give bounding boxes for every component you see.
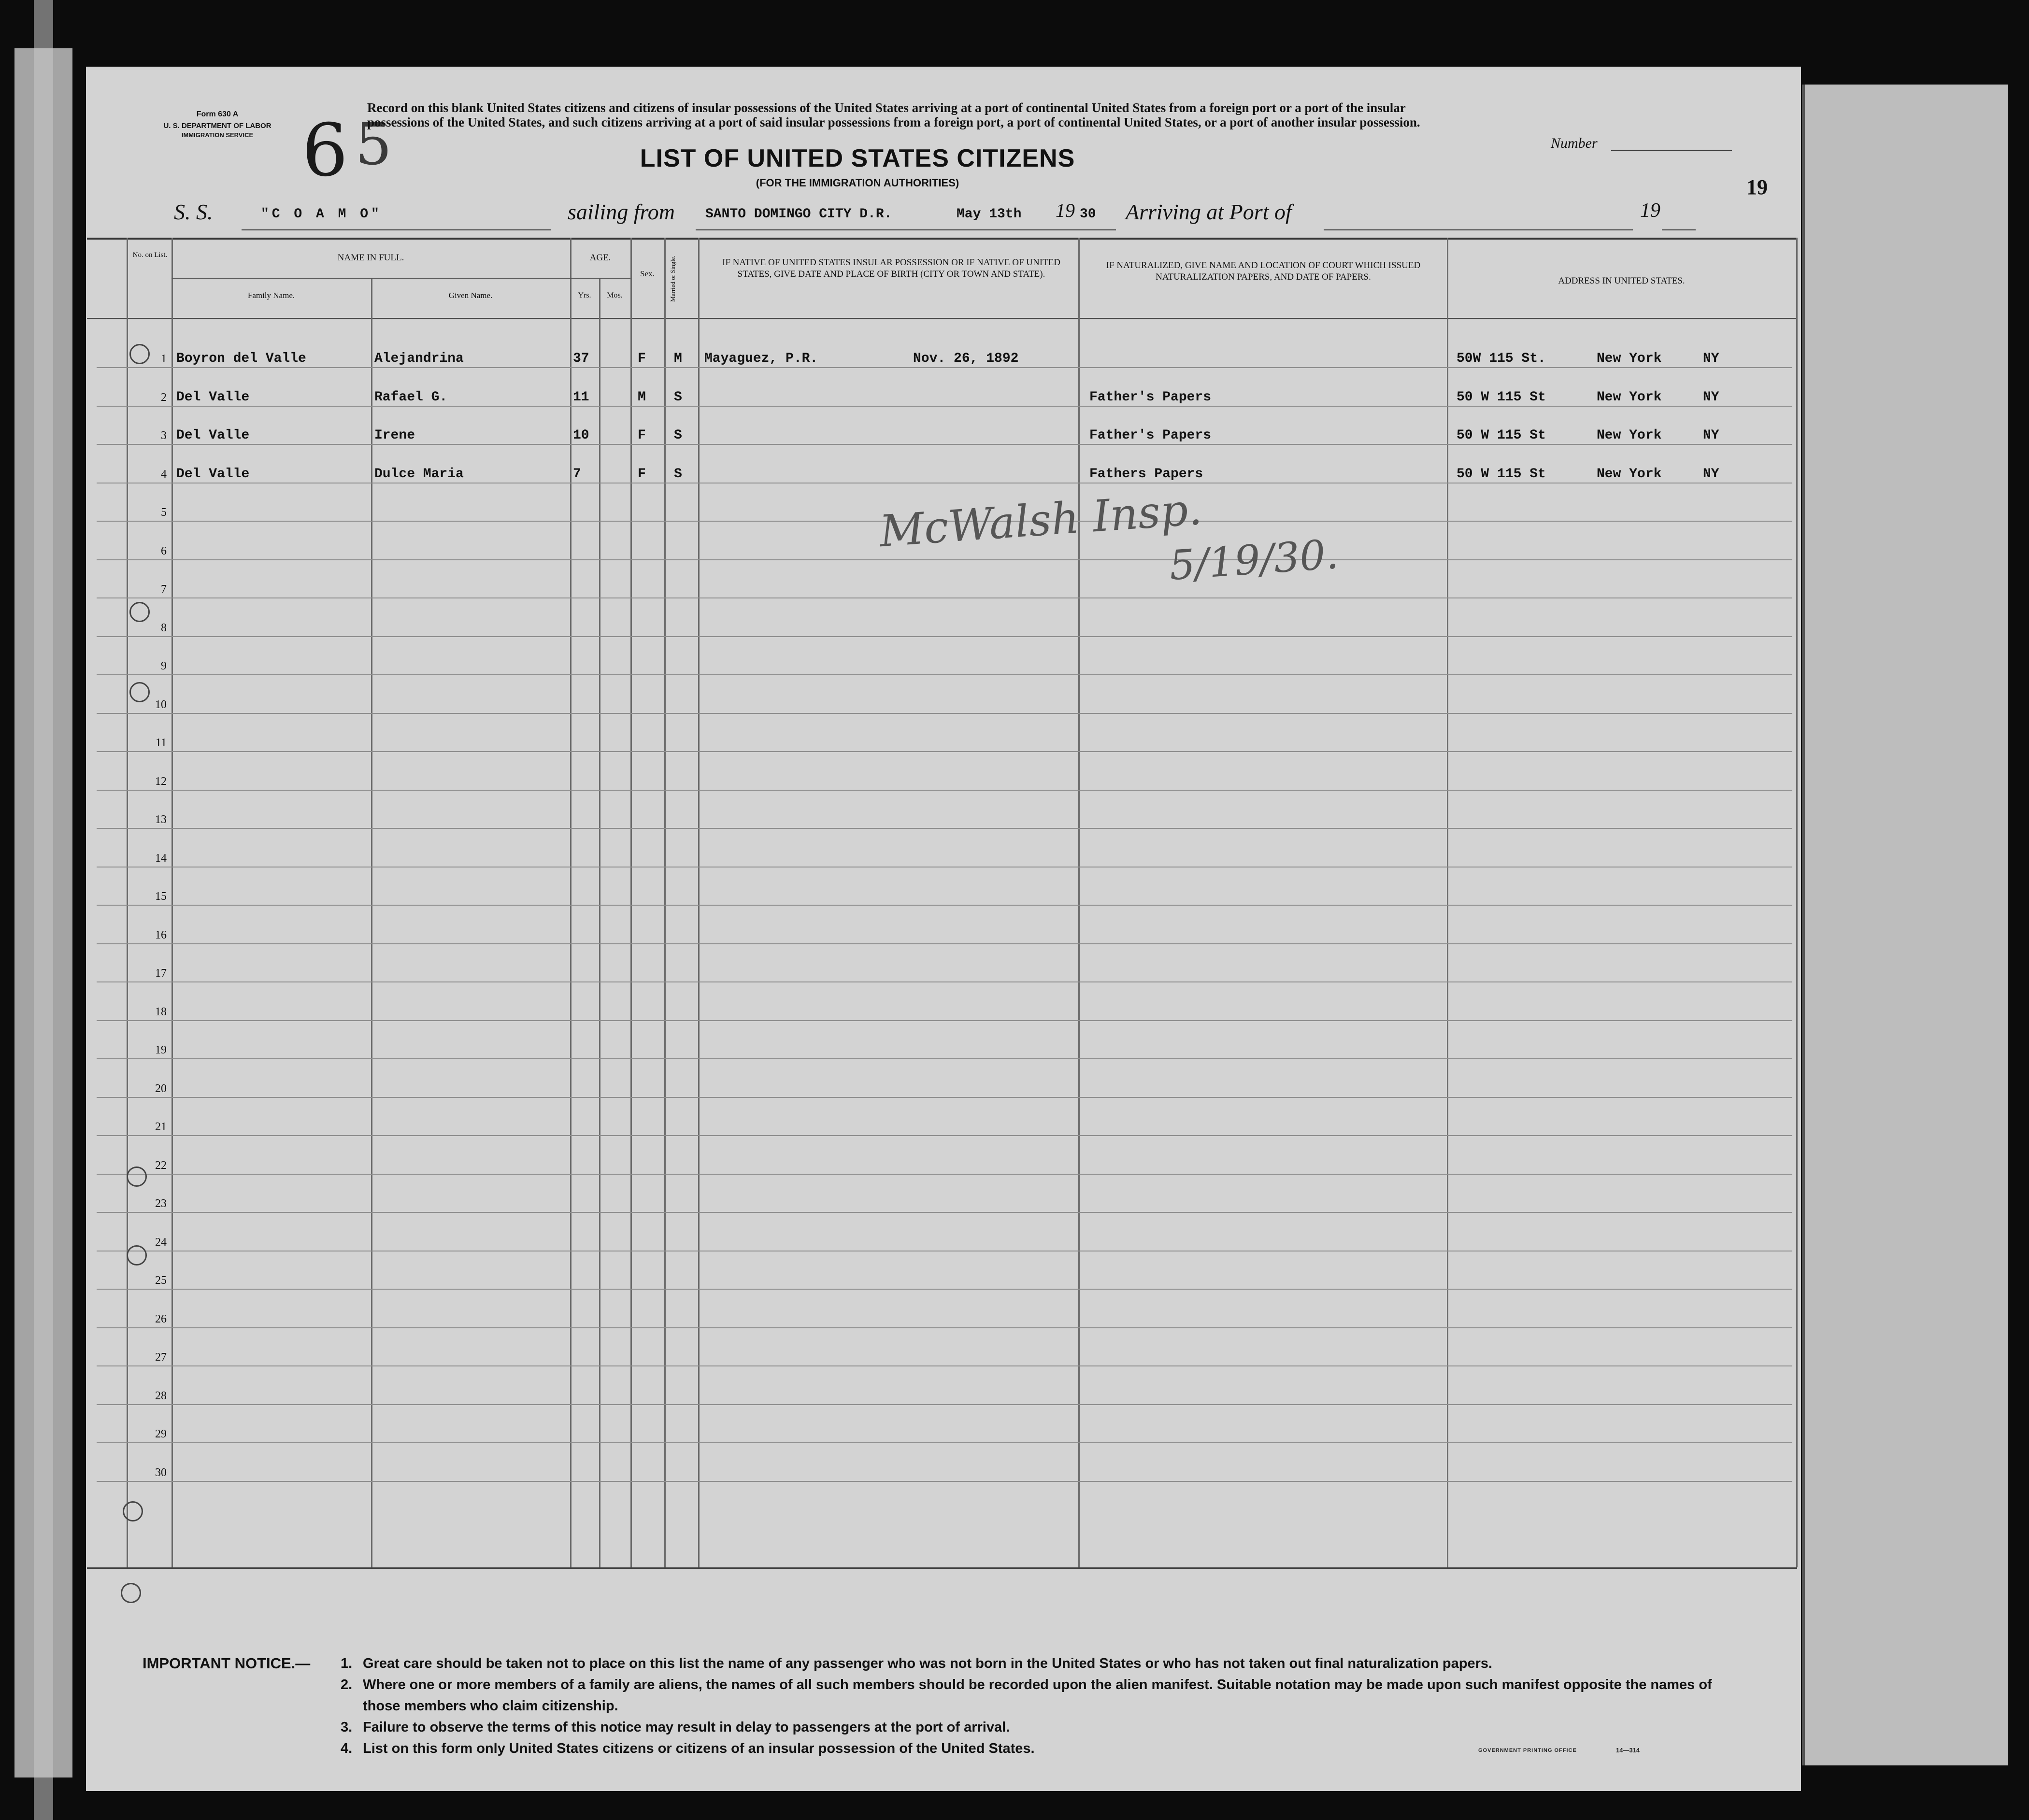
row-rule <box>97 1442 1792 1443</box>
notice-item-text: Failure to observe the terms of this notice may result in delay to passengers at the port of arrival. <box>363 1720 1010 1735</box>
departure-port: SANTO DOMINGO CITY D.R. <box>705 207 892 222</box>
row-number: 23 <box>155 1197 167 1210</box>
row-number: 14 <box>155 852 167 865</box>
passenger-marital-status: S <box>674 428 682 443</box>
passenger-sex: F <box>638 466 646 482</box>
row-rule <box>97 674 1792 675</box>
arrival-year-prefix: 19 <box>1640 199 1660 222</box>
row-number: 3 <box>161 429 167 442</box>
ss-label: S. S. <box>174 199 213 224</box>
notice-item-number: 1. <box>341 1656 353 1671</box>
handwritten-list-number-overwrite: 5 <box>355 111 392 178</box>
col-head-mos: Mos. <box>607 291 623 299</box>
passenger-street: 50 W 115 St <box>1457 389 1546 405</box>
arrival-year-underline <box>1662 229 1696 230</box>
manifest-page <box>86 67 1801 1791</box>
row-rule <box>97 1289 1792 1290</box>
col-head-naturalized: IF NATURALIZED, GIVE NAME AND LOCATION OF COURT WHICH ISSUED NATURALIZATION PAPERS, AND DATE OF PAPERS. <box>1106 260 1421 282</box>
passenger-city: New York <box>1597 428 1662 443</box>
row-rule <box>97 1097 1792 1098</box>
passenger-sex: F <box>638 351 646 366</box>
col-rule-yrs <box>599 278 600 1567</box>
punch-hole <box>127 1166 147 1187</box>
page-subtitle: (FOR THE IMMIGRATION AUTHORITIES) <box>756 177 959 189</box>
row-rule <box>97 1020 1792 1021</box>
passenger-sex: M <box>638 389 646 405</box>
passenger-birth-date: Nov. 26, 1892 <box>913 351 1019 366</box>
form-code: 14—314 <box>1616 1747 1640 1754</box>
department-label: U. S. DEPARTMENT OF LABOR <box>163 122 271 130</box>
row-rule <box>97 559 1792 560</box>
row-number: 17 <box>155 967 167 980</box>
passenger-age: 10 <box>573 428 589 443</box>
row-number: 9 <box>161 660 167 672</box>
service-label: IMMIGRATION SERVICE <box>181 131 254 139</box>
year-prefix: 19 <box>1056 199 1075 221</box>
handwritten-list-number: 6 <box>302 109 348 193</box>
row-rule <box>97 444 1792 445</box>
passenger-marital-status: M <box>674 351 682 366</box>
row-number: 2 <box>161 391 167 404</box>
notice-item <box>341 1717 1742 1738</box>
notice-item <box>341 1653 1742 1674</box>
row-number: 26 <box>155 1312 167 1325</box>
passenger-state: NY <box>1703 428 1719 443</box>
col-head-married-single: Married or Single. <box>669 256 676 302</box>
punch-hole <box>129 682 150 702</box>
row-rule <box>97 1174 1792 1175</box>
col-rule-margin <box>127 238 128 1567</box>
row-number: 1 <box>161 353 167 365</box>
table-header-border <box>87 318 1797 319</box>
passenger-age: 11 <box>573 389 589 405</box>
inspector-signature: McWalsh Insp. <box>878 483 1204 557</box>
col-head-family: Family Name. <box>247 291 295 300</box>
passenger-city: New York <box>1597 389 1662 405</box>
intro-instructions: Record on this blank United States citizens and citizens of insular possessions of the United States arriving at a port of continental United States from a foreign port or a port of the insular possessions of the United States, and such citizens arriving at a port of said insular possessions from a foreign port, a port of continental United States, or a port of another insular possession. <box>367 100 1420 129</box>
passenger-marital-status: S <box>674 466 682 482</box>
row-rule <box>97 828 1792 829</box>
ship-name: "C O A M O" <box>261 207 382 222</box>
row-number: 4 <box>161 468 167 481</box>
number-label: Number <box>1551 135 1598 151</box>
notice-item-text: Great care should be taken not to place on this list the name of any passenger who was not born in the United States or who has not taken out final naturalization papers. <box>363 1656 1493 1671</box>
passenger-state: NY <box>1703 351 1719 366</box>
year-suffix: 30 <box>1080 207 1096 222</box>
col-head-address: ADDRESS IN UNITED STATES. <box>1558 276 1685 286</box>
departure-underline <box>696 229 1116 230</box>
passenger-street: 50 W 115 St <box>1457 466 1546 482</box>
ship-underline <box>242 229 551 230</box>
passenger-birth-place: Mayaguez, P.R. <box>704 351 818 366</box>
passenger-family-name: Del Valle <box>176 466 250 482</box>
table-bottom-border <box>87 1567 1797 1569</box>
page-title: LIST OF UNITED STATES CITIZENS <box>640 144 1075 172</box>
notice-item-text: List on this form only United States citizens or citizens of an insular possession of the United States. <box>363 1741 1035 1756</box>
col-rule-naturalized <box>1447 238 1448 1567</box>
col-head-age: AGE. <box>589 253 611 263</box>
notice-item-number: 4. <box>341 1741 353 1756</box>
col-rule-right <box>1796 238 1798 1567</box>
scanner-left-band <box>34 0 53 1820</box>
row-number: 19 <box>155 1044 167 1056</box>
row-rule <box>97 1135 1792 1136</box>
col-head-given: Given Name. <box>448 291 493 300</box>
row-number: 15 <box>155 890 167 903</box>
row-number: 29 <box>155 1428 167 1440</box>
departure-date: May 13th <box>957 207 1022 222</box>
row-number: 20 <box>155 1082 167 1095</box>
row-number: 18 <box>155 1005 167 1018</box>
row-number: 27 <box>155 1351 167 1364</box>
col-rule-given <box>570 238 572 1567</box>
row-rule <box>97 406 1792 407</box>
col-rule-mos <box>630 238 632 1567</box>
row-rule <box>97 1404 1792 1405</box>
row-rule <box>97 943 1792 944</box>
row-rule <box>97 905 1792 906</box>
row-number: 13 <box>155 813 167 826</box>
passenger-street: 50 W 115 St <box>1457 428 1546 443</box>
col-head-name-in-full: NAME IN FULL. <box>337 253 404 263</box>
notice-item-number: 2. <box>341 1677 353 1692</box>
passenger-marital-status: S <box>674 389 682 405</box>
passenger-given-name: Irene <box>374 428 415 443</box>
col-rule-native <box>1078 238 1080 1567</box>
punch-hole <box>127 1245 147 1265</box>
row-number: 24 <box>155 1236 167 1249</box>
passenger-street: 50W 115 St. <box>1457 351 1546 366</box>
col-rule-no <box>171 238 173 1567</box>
col-head-sex: Sex. <box>640 269 655 278</box>
row-number: 10 <box>155 698 167 711</box>
row-number: 21 <box>155 1121 167 1133</box>
punch-hole <box>129 602 150 622</box>
row-number: 25 <box>155 1274 167 1287</box>
row-number: 28 <box>155 1389 167 1402</box>
col-head-yrs: Yrs. <box>578 291 591 299</box>
row-rule <box>97 981 1792 982</box>
table-top-border <box>87 238 1797 240</box>
row-number: 22 <box>155 1159 167 1172</box>
passenger-naturalization: Fathers Papers <box>1089 466 1203 482</box>
row-number: 6 <box>161 544 167 557</box>
arriving-label: Arriving at Port of <box>1126 199 1292 224</box>
passenger-state: NY <box>1703 466 1719 482</box>
col-rule-ms <box>698 238 700 1567</box>
row-number: 30 <box>155 1466 167 1479</box>
arrival-port-underline <box>1324 229 1633 230</box>
passenger-state: NY <box>1703 389 1719 405</box>
row-number: 11 <box>155 737 167 749</box>
passenger-city: New York <box>1597 466 1662 482</box>
inspection-date: 5/19/30. <box>1168 530 1340 590</box>
passenger-sex: F <box>638 428 646 443</box>
punch-hole <box>129 344 150 364</box>
row-number: 8 <box>161 621 167 634</box>
row-rule <box>97 1212 1792 1213</box>
notice-label: IMPORTANT NOTICE.— <box>143 1655 311 1672</box>
row-rule <box>97 790 1792 791</box>
row-rule <box>97 367 1792 368</box>
row-rule <box>97 751 1792 752</box>
passenger-family-name: Boyron del Valle <box>176 351 306 366</box>
notice-item-text: Where one or more members of a family are aliens, the names of all such members should be recorded upon the alien manifest. Suitable notation may be made upon such manifest opposite the names of those members who claim citizenship. <box>363 1677 1712 1714</box>
row-rule <box>97 1327 1792 1328</box>
passenger-age: 7 <box>573 466 581 482</box>
row-number: 5 <box>161 506 167 519</box>
name-age-subhead-rule <box>171 278 630 279</box>
row-rule <box>97 636 1792 637</box>
row-number: 12 <box>155 775 167 788</box>
row-rule <box>97 713 1792 714</box>
passenger-city: New York <box>1597 351 1662 366</box>
passenger-given-name: Alejandrina <box>374 351 464 366</box>
col-head-native: IF NATIVE OF UNITED STATES INSULAR POSSESSION OR IF NATIVE OF UNITED STATES, GIVE DATE AND PLACE OF BIRTH (CITY OR TOWN AND STATE). <box>722 257 1060 279</box>
passenger-family-name: Del Valle <box>176 389 250 405</box>
notice-items <box>341 1653 1742 1759</box>
row-number: 16 <box>155 928 167 941</box>
sailing-from-label: sailing from <box>568 199 675 224</box>
col-head-no: No. on List. <box>132 251 168 259</box>
adjacent-page-edge <box>1802 85 2008 1765</box>
passenger-naturalization: Father's Papers <box>1089 389 1212 405</box>
notice-item-number: 3. <box>341 1720 353 1735</box>
punch-hole <box>123 1501 143 1521</box>
passenger-naturalization: Father's Papers <box>1089 428 1212 443</box>
number-underline <box>1611 150 1732 151</box>
passenger-family-name: Del Valle <box>176 428 250 443</box>
row-number: 7 <box>161 583 167 596</box>
col-rule-family <box>371 278 372 1567</box>
col-rule-sex <box>664 238 666 1567</box>
row-rule <box>97 1365 1792 1366</box>
page-number: 19 <box>1746 175 1768 199</box>
row-rule <box>97 1481 1792 1482</box>
form-number: Form 630 A <box>196 110 239 118</box>
passenger-age: 37 <box>573 351 589 366</box>
row-rule <box>97 1058 1792 1059</box>
row-rule <box>97 597 1792 598</box>
punch-hole <box>121 1583 141 1603</box>
passenger-given-name: Rafael G. <box>374 389 448 405</box>
printer-imprint: GOVERNMENT PRINTING OFFICE <box>1478 1748 1577 1753</box>
passenger-given-name: Dulce Maria <box>374 466 464 482</box>
notice-item <box>341 1674 1742 1717</box>
